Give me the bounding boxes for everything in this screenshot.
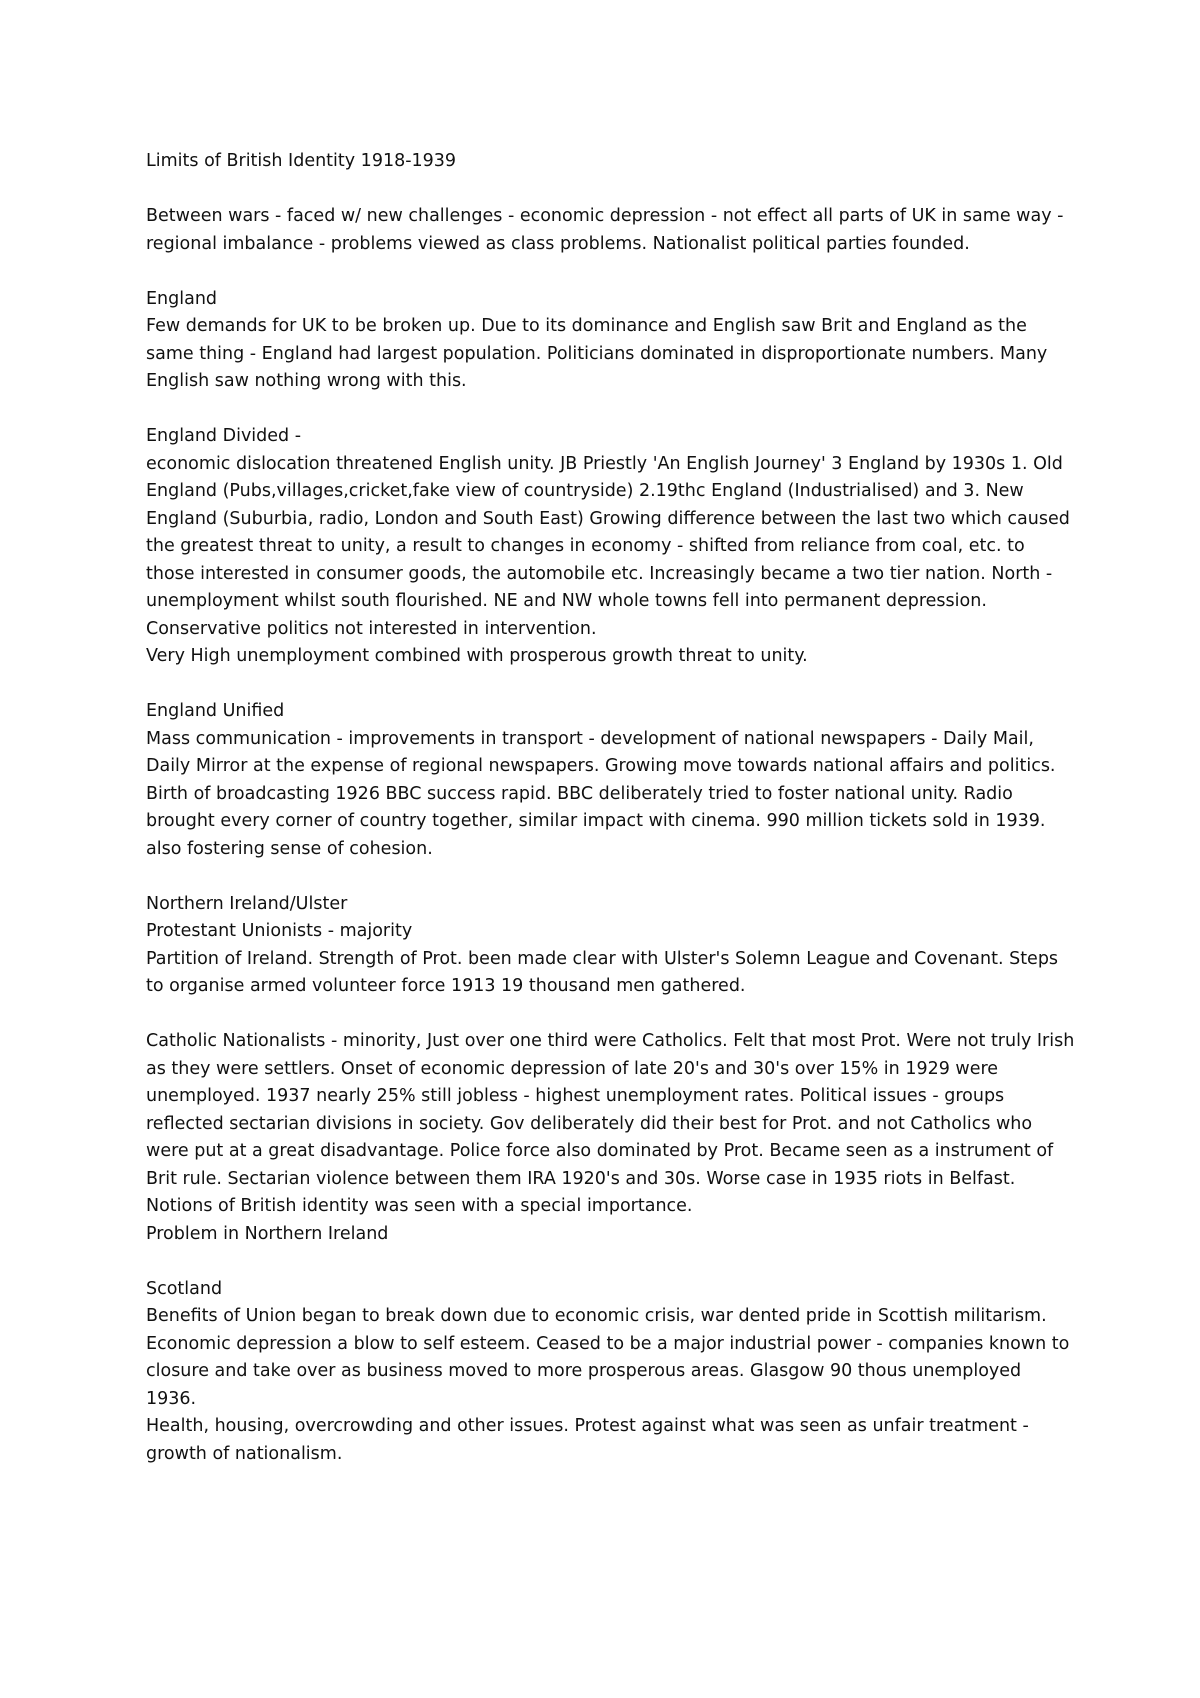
paragraph: Economic depression a blow to self esteem. Ceased to be a major industrial power - companies known to closure and take over as business moved to more prosperous areas. Glasgow 90 thous unemployed 1936.: [146, 1333, 1070, 1409]
section-heading: Scotland: [146, 1278, 223, 1299]
section-heading: England Divided -: [146, 426, 302, 446]
spacer: [146, 258, 1076, 286]
paragraph: Mass communication - improvements in transport - development of national newspapers - Daily Mail, Daily Mirror at the expense of regional newspapers. Growing move towards national affairs and politics. Birth of broadcasting 1926 BBC success rapid. BBC deliberately tried to foster national unity. Radio brought every corner of country together, similar impact with cinema. 990 million tickets sold in 1939. also fostering sense of cohesion.: [146, 728, 1056, 859]
section-england: [146, 286, 1076, 396]
section-northern-ireland: [146, 891, 1076, 1001]
spacer: [146, 176, 1076, 204]
section-catholic-nationalists: [146, 1028, 1076, 1248]
title-block: [146, 148, 1076, 176]
spacer: [146, 1248, 1076, 1276]
paragraph: Catholic Nationalists - minority, Just over one third were Catholics. Felt that most Prot. Were not truly Irish as they were settlers. Onset of economic depression of late 20's and 30's over 15% in 1929 were unemployed. 1937 nearly 25% still jobless - highest unemployment rates. Political issues - groups reflected sectarian divisions in society. Gov deliberately did their best for Prot. and not Catholics who were put at a great disadvantage. Police force also dominated by Prot. Became seen as a instrument of Brit rule. Sectarian violence between them IRA 1920's and 30s. Worse case in 1935 riots in Belfast. Notions of British identity was seen with a special importance.: [146, 1031, 1075, 1216]
paragraph: Health, housing, overcrowding and other issues. Protest against what was seen as unfair treatment - growth of nationalism.: [146, 1416, 1029, 1464]
spacer: [146, 396, 1076, 424]
spacer: [146, 671, 1076, 699]
paragraph: Partition of Ireland. Strength of Prot. been made clear with Ulster's Solemn League and Covenant. Steps to organise armed volunteer force 1913 19 thousand men gathered.: [146, 948, 1059, 996]
paragraph: Benefits of Union began to break down due to economic crisis, war dented pride in Scottish militarism.: [146, 1306, 1047, 1326]
intro-block: [146, 203, 1076, 258]
intro-paragraph: Between wars - faced w/ new challenges - economic depression - not effect all parts of UK in same way - regional imbalance - problems viewed as class problems. Nationalist political parties founded.: [146, 206, 1064, 254]
paragraph: Few demands for UK to be broken up. Due to its dominance and English saw Brit and England as the same thing - England had largest population. Politicians dominated in disproportionate numbers. Many English saw nothing wrong with this.: [146, 316, 1048, 391]
spacer: [146, 1001, 1076, 1029]
section-scotland: [146, 1276, 1076, 1469]
spacer: [146, 863, 1076, 891]
section-england-divided: [146, 423, 1076, 671]
section-heading: Northern Ireland/Ulster: [146, 893, 348, 914]
section-heading: England Unified: [146, 701, 285, 721]
paragraph: Very High unemployment combined with prosperous growth threat to unity.: [146, 646, 808, 666]
paragraph: Problem in Northern Ireland: [146, 1223, 389, 1244]
section-subheading: Protestant Unionists - majority: [146, 921, 413, 941]
document-title: Limits of British Identity 1918-1939: [146, 151, 457, 171]
paragraph: Conservative politics not interested in intervention.: [146, 618, 597, 639]
section-heading: England: [146, 288, 218, 309]
document-body: [146, 148, 1076, 1468]
section-england-unified: [146, 698, 1076, 863]
paragraph: economic dislocation threatened English unity. JB Priestly 'An English Journey' 3 England by 1930s 1. Old England (Pubs,villages,cricket,fake view of countryside) 2.19thc England (Industrialised) and 3. New England (Suburbia, radio, London and South East) Growing difference between the last two which caused the greatest threat to unity, a result to changes in economy - shifted from reliance from coal, etc. to those interested in consumer goods, the automobile etc. Increasingly became a two tier nation. North - unemployment whilst south flourished. NE and NW whole towns fell into permanent depression.: [146, 453, 1070, 611]
